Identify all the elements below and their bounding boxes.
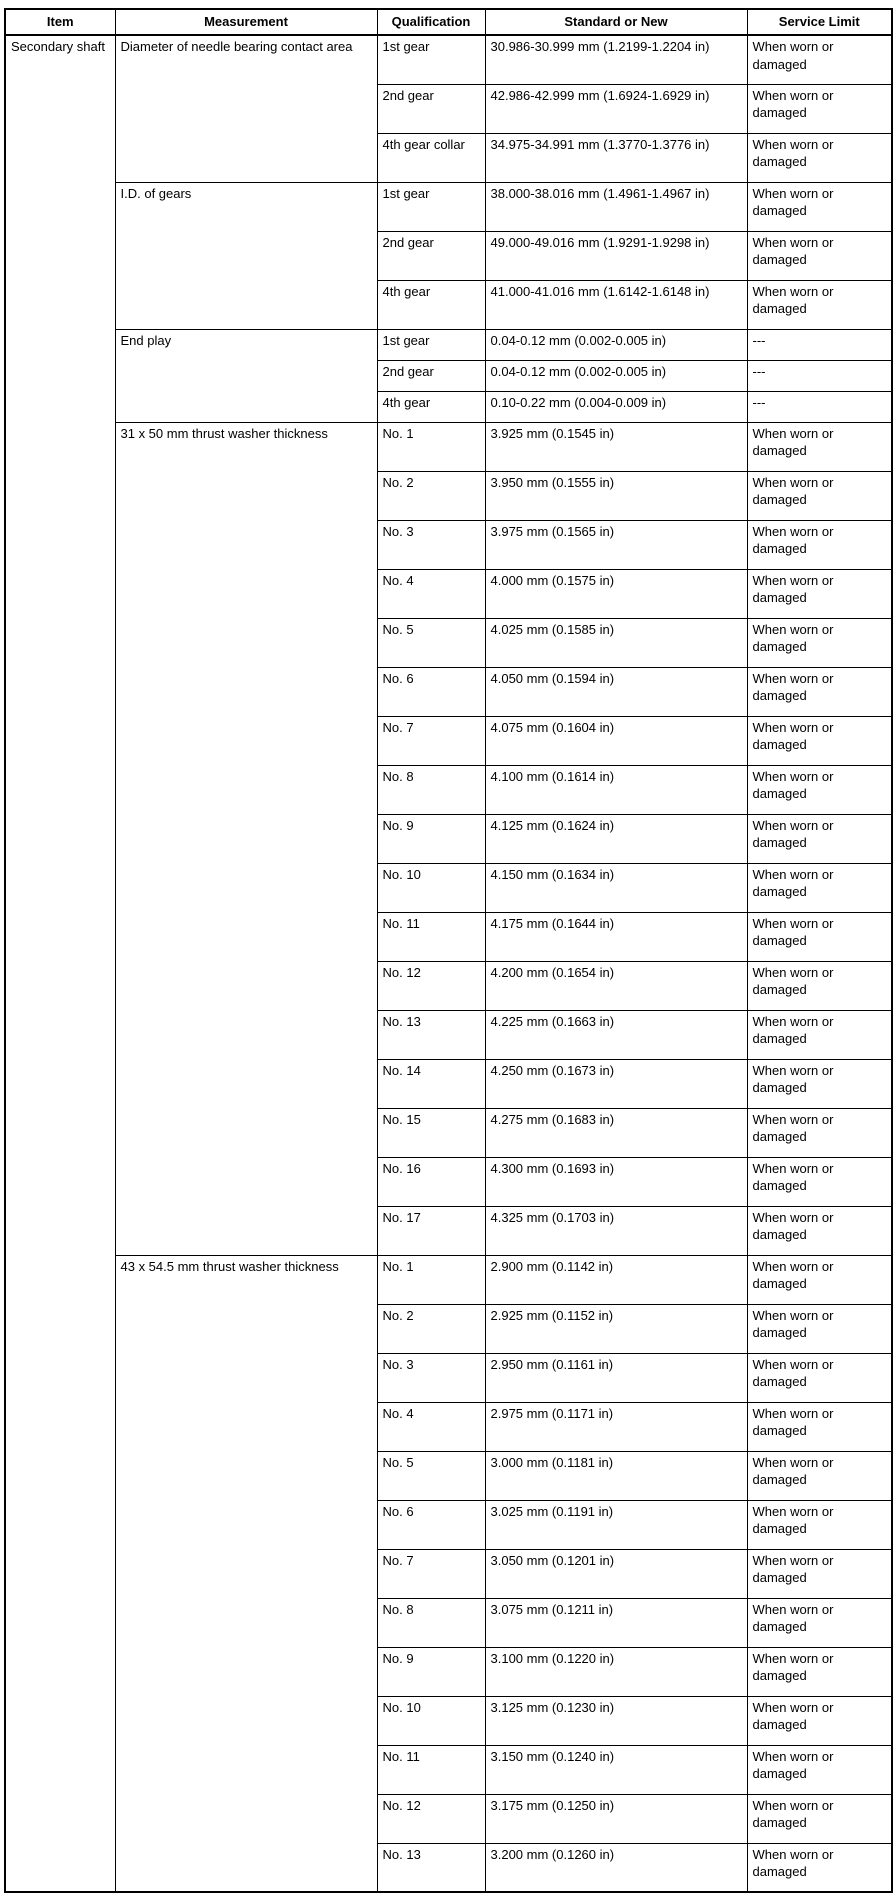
standard-cell: 2.900 mm (0.1142 in) xyxy=(485,1255,747,1304)
header-service-limit: Service Limit xyxy=(747,9,892,35)
standard-cell: 4.000 mm (0.1575 in) xyxy=(485,569,747,618)
spec-table xyxy=(4,8,893,1893)
measurement-cell: I.D. of gears xyxy=(115,182,377,329)
service-limit-cell: When worn or damaged xyxy=(747,1794,892,1843)
service-limit-cell: When worn or damaged xyxy=(747,569,892,618)
standard-cell: 2.925 mm (0.1152 in) xyxy=(485,1304,747,1353)
standard-cell: 34.975-34.991 mm (1.3770-1.3776 in) xyxy=(485,133,747,182)
standard-cell: 4.225 mm (0.1663 in) xyxy=(485,1010,747,1059)
qualification-cell: No. 7 xyxy=(377,716,485,765)
table-row xyxy=(5,35,892,84)
qualification-cell: 1st gear xyxy=(377,182,485,231)
qualification-cell: No. 9 xyxy=(377,1647,485,1696)
table-row xyxy=(5,1255,892,1304)
service-limit-cell: When worn or damaged xyxy=(747,35,892,84)
qualification-cell: No. 12 xyxy=(377,1794,485,1843)
qualification-cell: No. 6 xyxy=(377,667,485,716)
qualification-cell: No. 2 xyxy=(377,471,485,520)
service-limit-cell: --- xyxy=(747,391,892,422)
qualification-cell: 4th gear xyxy=(377,391,485,422)
table-body xyxy=(5,35,892,1892)
qualification-cell: No. 14 xyxy=(377,1059,485,1108)
qualification-cell: 2nd gear xyxy=(377,84,485,133)
standard-cell: 49.000-49.016 mm (1.9291-1.9298 in) xyxy=(485,231,747,280)
qualification-cell: No. 3 xyxy=(377,520,485,569)
service-limit-cell: When worn or damaged xyxy=(747,1745,892,1794)
service-limit-cell: When worn or damaged xyxy=(747,133,892,182)
qualification-cell: No. 10 xyxy=(377,863,485,912)
service-limit-cell: When worn or damaged xyxy=(747,1059,892,1108)
service-limit-cell: When worn or damaged xyxy=(747,1843,892,1892)
qualification-cell: 2nd gear xyxy=(377,360,485,391)
service-limit-cell: When worn or damaged xyxy=(747,667,892,716)
service-limit-cell: --- xyxy=(747,360,892,391)
qualification-cell: No. 5 xyxy=(377,618,485,667)
qualification-cell: No. 5 xyxy=(377,1451,485,1500)
standard-cell: 42.986-42.999 mm (1.6924-1.6929 in) xyxy=(485,84,747,133)
standard-cell: 4.100 mm (0.1614 in) xyxy=(485,765,747,814)
standard-cell: 4.250 mm (0.1673 in) xyxy=(485,1059,747,1108)
qualification-cell: No. 12 xyxy=(377,961,485,1010)
qualification-cell: No. 6 xyxy=(377,1500,485,1549)
standard-cell: 4.125 mm (0.1624 in) xyxy=(485,814,747,863)
table-row xyxy=(5,329,892,360)
qualification-cell: No. 17 xyxy=(377,1206,485,1255)
service-limit-cell: When worn or damaged xyxy=(747,280,892,329)
service-limit-cell: When worn or damaged xyxy=(747,1255,892,1304)
standard-cell: 3.025 mm (0.1191 in) xyxy=(485,1500,747,1549)
qualification-cell: 4th gear collar xyxy=(377,133,485,182)
qualification-cell: No. 2 xyxy=(377,1304,485,1353)
standard-cell: 4.175 mm (0.1644 in) xyxy=(485,912,747,961)
standard-cell: 3.950 mm (0.1555 in) xyxy=(485,471,747,520)
standard-cell: 0.04-0.12 mm (0.002-0.005 in) xyxy=(485,329,747,360)
header-standard: Standard or New xyxy=(485,9,747,35)
qualification-cell: No. 4 xyxy=(377,1402,485,1451)
standard-cell: 4.050 mm (0.1594 in) xyxy=(485,667,747,716)
qualification-cell: No. 13 xyxy=(377,1843,485,1892)
service-limit-cell: When worn or damaged xyxy=(747,814,892,863)
qualification-cell: No. 1 xyxy=(377,422,485,471)
service-limit-cell: When worn or damaged xyxy=(747,912,892,961)
standard-cell: 4.150 mm (0.1634 in) xyxy=(485,863,747,912)
standard-cell: 3.000 mm (0.1181 in) xyxy=(485,1451,747,1500)
service-limit-cell: When worn or damaged xyxy=(747,1500,892,1549)
standard-cell: 4.275 mm (0.1683 in) xyxy=(485,1108,747,1157)
qualification-cell: 1st gear xyxy=(377,329,485,360)
standard-cell: 3.150 mm (0.1240 in) xyxy=(485,1745,747,1794)
qualification-cell: No. 11 xyxy=(377,1745,485,1794)
standard-cell: 3.075 mm (0.1211 in) xyxy=(485,1598,747,1647)
header-measurement: Measurement xyxy=(115,9,377,35)
service-limit-cell: When worn or damaged xyxy=(747,471,892,520)
standard-cell: 30.986-30.999 mm (1.2199-1.2204 in) xyxy=(485,35,747,84)
standard-cell: 0.04-0.12 mm (0.002-0.005 in) xyxy=(485,360,747,391)
measurement-cell: 43 x 54.5 mm thrust washer thickness xyxy=(115,1255,377,1892)
service-limit-cell: When worn or damaged xyxy=(747,1010,892,1059)
service-limit-cell: When worn or damaged xyxy=(747,1598,892,1647)
standard-cell: 38.000-38.016 mm (1.4961-1.4967 in) xyxy=(485,182,747,231)
service-limit-cell: --- xyxy=(747,329,892,360)
service-limit-cell: When worn or damaged xyxy=(747,1549,892,1598)
header-row xyxy=(5,9,892,35)
qualification-cell: No. 13 xyxy=(377,1010,485,1059)
service-limit-cell: When worn or damaged xyxy=(747,1647,892,1696)
standard-cell: 2.950 mm (0.1161 in) xyxy=(485,1353,747,1402)
standard-cell: 4.025 mm (0.1585 in) xyxy=(485,618,747,667)
service-limit-cell: When worn or damaged xyxy=(747,231,892,280)
service-limit-cell: When worn or damaged xyxy=(747,520,892,569)
service-limit-cell: When worn or damaged xyxy=(747,1402,892,1451)
standard-cell: 4.300 mm (0.1693 in) xyxy=(485,1157,747,1206)
standard-cell: 4.075 mm (0.1604 in) xyxy=(485,716,747,765)
service-limit-cell: When worn or damaged xyxy=(747,1108,892,1157)
qualification-cell: 1st gear xyxy=(377,35,485,84)
service-limit-cell: When worn or damaged xyxy=(747,618,892,667)
header-item: Item xyxy=(5,9,115,35)
qualification-cell: No. 7 xyxy=(377,1549,485,1598)
qualification-cell: 2nd gear xyxy=(377,231,485,280)
service-limit-cell: When worn or damaged xyxy=(747,84,892,133)
service-limit-cell: When worn or damaged xyxy=(747,1304,892,1353)
qualification-cell: No. 11 xyxy=(377,912,485,961)
item-cell: Secondary shaft xyxy=(5,35,115,1892)
standard-cell: 3.100 mm (0.1220 in) xyxy=(485,1647,747,1696)
qualification-cell: No. 3 xyxy=(377,1353,485,1402)
service-limit-cell: When worn or damaged xyxy=(747,1353,892,1402)
measurement-cell: 31 x 50 mm thrust washer thickness xyxy=(115,422,377,1255)
service-limit-cell: When worn or damaged xyxy=(747,716,892,765)
standard-cell: 2.975 mm (0.1171 in) xyxy=(485,1402,747,1451)
service-limit-cell: When worn or damaged xyxy=(747,1157,892,1206)
qualification-cell: No. 4 xyxy=(377,569,485,618)
standard-cell: 3.175 mm (0.1250 in) xyxy=(485,1794,747,1843)
service-limit-cell: When worn or damaged xyxy=(747,182,892,231)
service-limit-cell: When worn or damaged xyxy=(747,765,892,814)
qualification-cell: No. 8 xyxy=(377,765,485,814)
service-limit-cell: When worn or damaged xyxy=(747,1206,892,1255)
standard-cell: 3.200 mm (0.1260 in) xyxy=(485,1843,747,1892)
standard-cell: 3.975 mm (0.1565 in) xyxy=(485,520,747,569)
qualification-cell: No. 10 xyxy=(377,1696,485,1745)
qualification-cell: No. 9 xyxy=(377,814,485,863)
qualification-cell: No. 15 xyxy=(377,1108,485,1157)
standard-cell: 0.10-0.22 mm (0.004-0.009 in) xyxy=(485,391,747,422)
table-row xyxy=(5,422,892,471)
table-row xyxy=(5,182,892,231)
qualification-cell: 4th gear xyxy=(377,280,485,329)
service-limit-cell: When worn or damaged xyxy=(747,863,892,912)
service-limit-cell: When worn or damaged xyxy=(747,422,892,471)
service-limit-cell: When worn or damaged xyxy=(747,961,892,1010)
service-limit-cell: When worn or damaged xyxy=(747,1451,892,1500)
standard-cell: 4.325 mm (0.1703 in) xyxy=(485,1206,747,1255)
standard-cell: 3.125 mm (0.1230 in) xyxy=(485,1696,747,1745)
header-qualification: Qualification xyxy=(377,9,485,35)
standard-cell: 41.000-41.016 mm (1.6142-1.6148 in) xyxy=(485,280,747,329)
standard-cell: 3.925 mm (0.1545 in) xyxy=(485,422,747,471)
standard-cell: 3.050 mm (0.1201 in) xyxy=(485,1549,747,1598)
qualification-cell: No. 1 xyxy=(377,1255,485,1304)
standard-cell: 4.200 mm (0.1654 in) xyxy=(485,961,747,1010)
measurement-cell: End play xyxy=(115,329,377,422)
measurement-cell: Diameter of needle bearing contact area xyxy=(115,35,377,182)
qualification-cell: No. 8 xyxy=(377,1598,485,1647)
qualification-cell: No. 16 xyxy=(377,1157,485,1206)
service-limit-cell: When worn or damaged xyxy=(747,1696,892,1745)
